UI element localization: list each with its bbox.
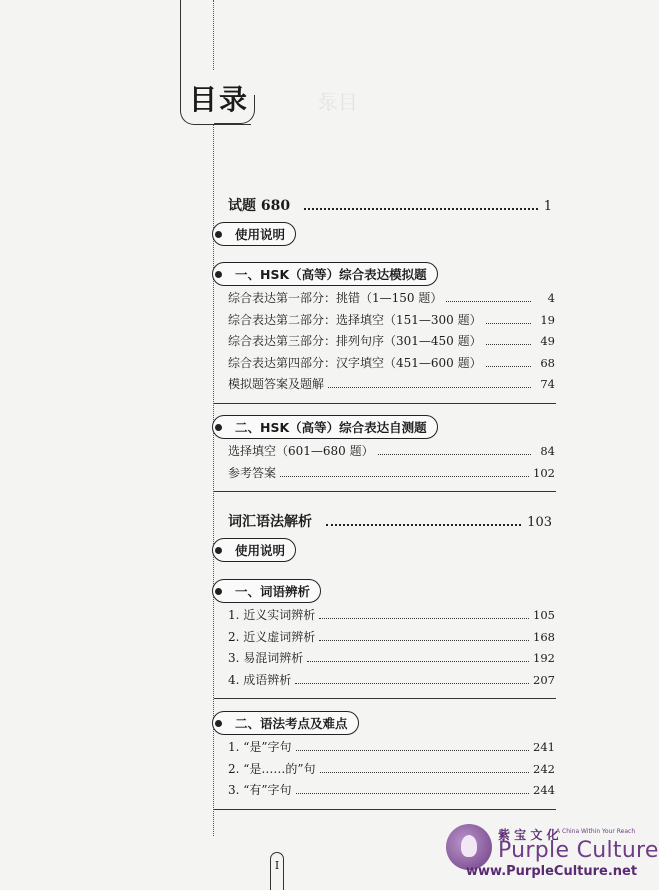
bullet-icon — [215, 424, 222, 431]
logo-url: www.PurpleCulture.net — [466, 864, 638, 879]
pill-label: 一、词语辨析 — [235, 584, 311, 599]
row-label: 综合表达第二部分：选择填空（151—300 题） — [228, 312, 482, 327]
row-label: 模拟题答案及题解 — [228, 377, 325, 392]
row-label: 综合表达第一部分：挑错（1—150 题） — [228, 291, 443, 305]
leader-dots — [320, 772, 530, 773]
toc-row[interactable] — [228, 649, 555, 671]
pill-label: 二、语法考点及难点 — [235, 716, 348, 731]
row-label: 4. 成语辨析 — [228, 672, 292, 687]
toc-group-3 — [214, 601, 556, 699]
leader-dots — [296, 793, 530, 794]
leader-dots — [295, 683, 529, 684]
bullet-icon — [215, 720, 222, 727]
toc-row[interactable] — [228, 781, 555, 803]
row-page: 242 — [533, 761, 555, 776]
leader-dots — [307, 661, 529, 662]
leader-dots — [326, 524, 521, 526]
show-through-title: 目录 — [318, 90, 358, 114]
row-label: 选择填空（601—680 题） — [228, 444, 374, 458]
logo-tagline: A China Within Your Reach — [556, 828, 636, 835]
bullet-icon — [215, 231, 222, 238]
row-page: 241 — [533, 740, 555, 754]
leader-dots — [328, 387, 531, 388]
row-page: 68 — [540, 355, 555, 370]
logo-english-text: Purple Culture — [498, 838, 659, 863]
toc-group-4 — [214, 733, 556, 810]
leader-dots — [304, 208, 538, 210]
section-title: 词汇语法解析 — [228, 514, 312, 530]
row-label: 1. “是”字句 — [228, 740, 292, 754]
pill-word-analysis[interactable] — [212, 579, 321, 603]
toc-group-1 — [214, 284, 556, 404]
toc-row[interactable] — [228, 311, 555, 333]
toc-section-2[interactable] — [228, 511, 552, 531]
row-label: 3. “有”字句 — [228, 783, 292, 798]
row-label: 1. 近义实词辨析 — [228, 608, 316, 622]
row-label: 3. 易混词辨析 — [228, 651, 304, 666]
pill-label: 使用说明 — [235, 543, 286, 558]
toc-row[interactable] — [228, 760, 555, 782]
section-title: 试题 680 — [228, 198, 291, 214]
pill-usage-notes-1[interactable] — [212, 222, 296, 246]
pill-usage-notes-2[interactable] — [212, 538, 296, 562]
row-page: 244 — [533, 783, 555, 798]
leader-dots — [486, 344, 531, 345]
section-page: 103 — [527, 515, 552, 530]
toc-row[interactable] — [228, 375, 555, 397]
row-label: 2. “是……的”句 — [228, 761, 316, 776]
section-page: 1 — [543, 199, 552, 214]
toc-row[interactable] — [228, 354, 555, 376]
row-label: 综合表达第四部分：汉字填空（451—600 题） — [228, 355, 482, 370]
toc-row[interactable] — [228, 628, 555, 650]
toc-row[interactable] — [228, 332, 555, 354]
toc-row[interactable] — [228, 738, 555, 760]
toc-row[interactable] — [228, 671, 555, 693]
bullet-icon — [215, 547, 222, 554]
leader-dots — [296, 750, 530, 751]
leader-dots — [319, 640, 529, 641]
row-page: 102 — [533, 465, 555, 480]
row-label: 参考答案 — [228, 465, 277, 480]
row-page: 84 — [540, 444, 555, 458]
pill-label: 使用说明 — [235, 227, 286, 242]
row-page: 74 — [540, 377, 555, 392]
row-label: 2. 近义虚词辨析 — [228, 629, 316, 644]
bullet-icon — [215, 271, 222, 278]
pill-mock-exams[interactable] — [212, 262, 438, 286]
row-page: 168 — [533, 629, 555, 644]
title-tab-edge — [180, 0, 181, 70]
toc-row[interactable] — [228, 442, 555, 464]
leader-dots — [378, 454, 531, 455]
logo-chinese-text: 紫 宝 文 化 — [498, 828, 559, 842]
leader-dots — [486, 323, 531, 324]
bullet-icon — [215, 588, 222, 595]
page-number: I — [270, 852, 284, 890]
toc-row[interactable] — [228, 289, 555, 311]
row-page: 105 — [533, 608, 555, 622]
row-page: 19 — [540, 312, 555, 327]
toc-row[interactable] — [228, 606, 555, 628]
toc-row[interactable] — [228, 464, 555, 486]
leader-dots — [319, 618, 529, 619]
pill-label: 二、HSK（高等）综合表达自测题 — [235, 420, 427, 435]
row-page: 4 — [547, 291, 555, 305]
leader-dots — [446, 301, 531, 302]
row-page: 49 — [540, 334, 555, 349]
pill-self-tests[interactable] — [212, 415, 438, 439]
row-label: 综合表达第三部分：排列句序（301—450 题） — [228, 334, 482, 349]
leader-dots — [280, 476, 529, 477]
page-title: 目录 — [189, 83, 250, 116]
toc-group-2 — [214, 437, 556, 492]
toc-section-1[interactable] — [228, 195, 552, 215]
pill-grammar-points[interactable] — [212, 711, 359, 735]
row-page: 192 — [533, 651, 555, 666]
spine-dotted-line — [213, 0, 214, 836]
row-page: 207 — [533, 672, 555, 687]
pill-label: 一、HSK（高等）综合表达模拟题 — [235, 267, 427, 282]
leader-dots — [486, 366, 531, 367]
